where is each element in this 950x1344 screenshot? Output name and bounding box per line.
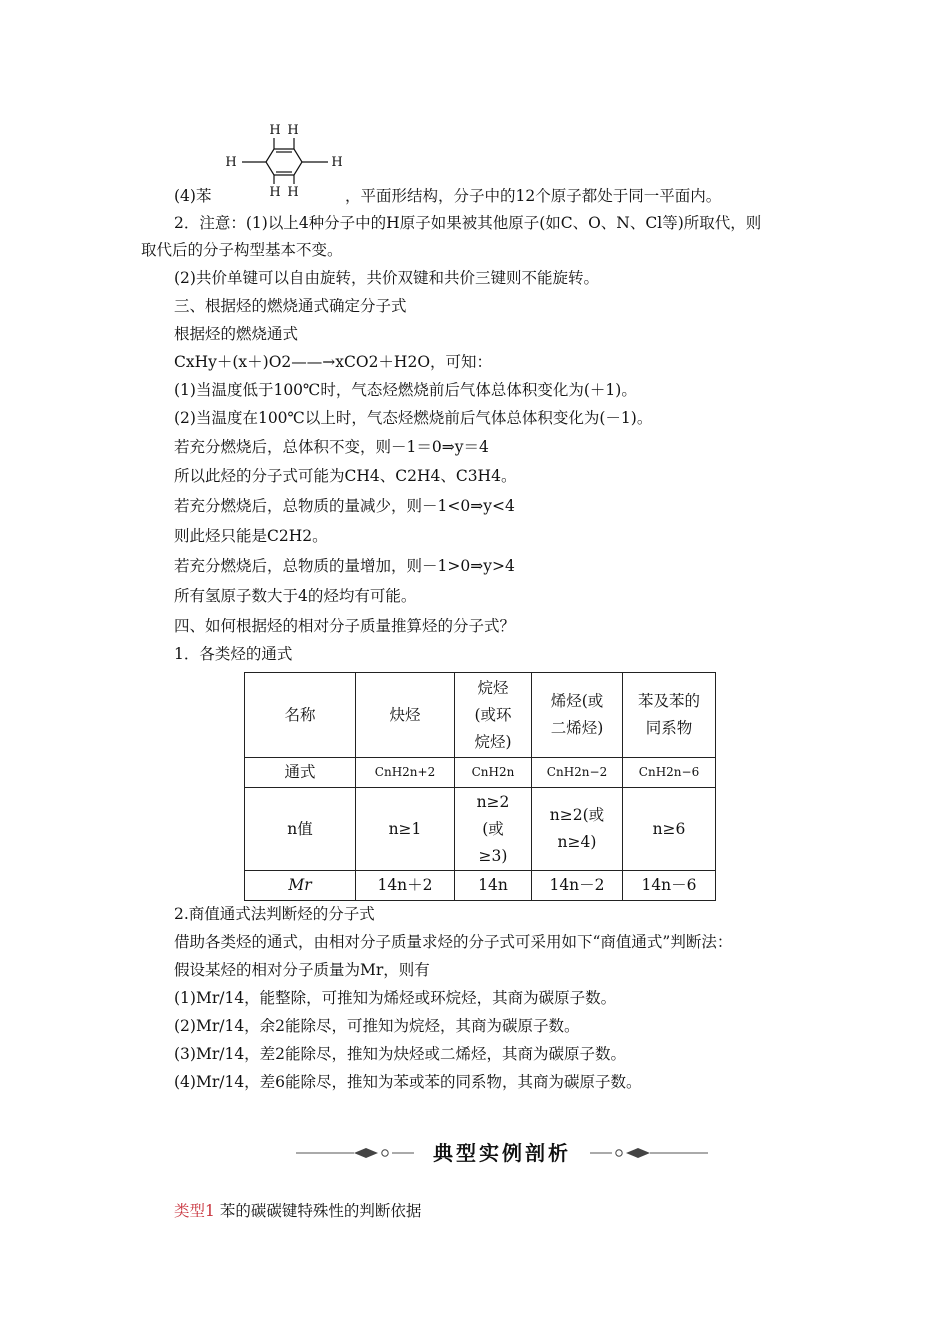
table-cell: 14n＋2: [356, 871, 455, 901]
table-cell: 名称: [245, 673, 356, 758]
section3-heading: 三、根据烃的燃烧通式确定分子式: [174, 297, 407, 315]
section4-item2: (2)Mr/14，余2能除尽，可推知为烷烃，其商为碳原子数。: [174, 1017, 580, 1035]
section4-item3: (3)Mr/14，差2能除尽，推知为炔烃或二烯烃，其商为碳原子数。: [174, 1045, 627, 1063]
table-cell: n≥2(或 n≥4): [532, 788, 623, 871]
hydrocarbon-formula-table: [244, 672, 716, 901]
table-cell: CnH2n: [455, 758, 532, 788]
table-cell: 14n－2: [532, 871, 623, 901]
table-cell: n≥6: [623, 788, 716, 871]
type1-heading: [174, 1201, 421, 1221]
type1-label: 类型1: [174, 1202, 215, 1220]
section4-paragraph2: 假设某烃的相对分子质量为Mr，则有: [174, 961, 430, 979]
type1-text: 苯的碳碳键特殊性的判断依据: [219, 1202, 422, 1220]
h-atom-label: H: [331, 155, 343, 170]
section3-line7: 若充分燃烧后，总物质的量增加，则－1>0⇒y>4: [174, 557, 515, 575]
table-cell: Mr: [245, 871, 356, 901]
section4-heading: 四、如何根据烃的相对分子质量推算烃的分子式？: [174, 617, 516, 635]
section-banner: [296, 1138, 708, 1168]
note2-item2: (2)共价单键可以自由旋转，共价双键和共价三键则不能旋转。: [174, 269, 599, 287]
section4-sub2: 2.商值通式法判断烃的分子式: [174, 905, 375, 923]
h-atom-label: H: [225, 155, 237, 170]
table-cell: 14n: [455, 871, 532, 901]
note2-line2: 取代后的分子构型基本不变。: [141, 241, 343, 259]
benzene-description: ，平面形结构，分子中的12个原子都处于同一平面内。: [345, 187, 722, 205]
section4-paragraph1: 借助各类烃的通式，由相对分子质量求烃的分子式可采用如下“商值通式”判断法：: [174, 933, 733, 951]
section3-line1: (1)当温度低于100℃时，气态烃燃烧前后气体总体积变化为(＋1)。: [174, 381, 637, 399]
table-cell: 苯及苯的 同系物: [623, 673, 716, 758]
section4-item4: (4)Mr/14，差6能除尽，推知为苯或苯的同系物，其商为碳原子数。: [174, 1073, 642, 1091]
section3-line2: (2)当温度在100℃以上时，气态烃燃烧前后气体总体积变化为(－1)。: [174, 409, 653, 427]
section3-line3: 若充分燃烧后，总体积不变，则－1＝0⇒y＝4: [174, 438, 489, 456]
section3-subheading: 根据烃的燃烧通式: [174, 325, 299, 343]
table-header-row: [245, 673, 716, 758]
table-cell: 炔烃: [356, 673, 455, 758]
table-cell: n值: [245, 788, 356, 871]
table-cell: 烯烃(或 二烯烃): [532, 673, 623, 758]
table-cell: CnH2n+2: [356, 758, 455, 788]
h-atom-label: H: [269, 185, 281, 200]
table-cell: n≥2 (或 ≥3): [455, 788, 532, 871]
section3-line4: 所以此烃的分子式可能为CH4、C2H4、C3H4。: [174, 467, 517, 485]
banner-title: 典型实例剖析: [433, 1141, 571, 1165]
table-cell: CnH2n−6: [623, 758, 716, 788]
table-cell: CnH2n−2: [532, 758, 623, 788]
section3-line6: 则此烃只能是C2H2。: [174, 527, 328, 545]
table-row: [245, 871, 716, 901]
benzene-item-label: (4)苯: [174, 187, 212, 205]
benzene-structure-diagram: [222, 122, 346, 200]
section4-item1: (1)Mr/14，能整除，可推知为烯烃或环烷烃，其商为碳原子数。: [174, 989, 617, 1007]
table-cell: n≥1: [356, 788, 455, 871]
table-cell: 14n－6: [623, 871, 716, 901]
section4-sub1: 1．各类烃的通式: [174, 645, 293, 663]
h-atom-label: H: [269, 123, 281, 138]
table-cell: 烷烃 (或环 烷烃): [455, 673, 532, 758]
table-row: [245, 758, 716, 788]
h-atom-label: H: [287, 123, 299, 138]
section3-line8: 所有氢原子数大于4的烃均有可能。: [174, 587, 417, 605]
table-cell: 通式: [245, 758, 356, 788]
combustion-equation: CxHy＋(x＋)O2——→xCO2＋H2O，可知：: [174, 353, 493, 371]
table-row: [245, 788, 716, 871]
section3-line5: 若充分燃烧后，总物质的量减少，则－1<0⇒y<4: [174, 497, 515, 515]
note2-line1: 2．注意：(1)以上4种分子中的H原子如果被其他原子(如C、O、N、Cl等)所取代，则: [174, 214, 762, 232]
h-atom-label: H: [287, 185, 299, 200]
